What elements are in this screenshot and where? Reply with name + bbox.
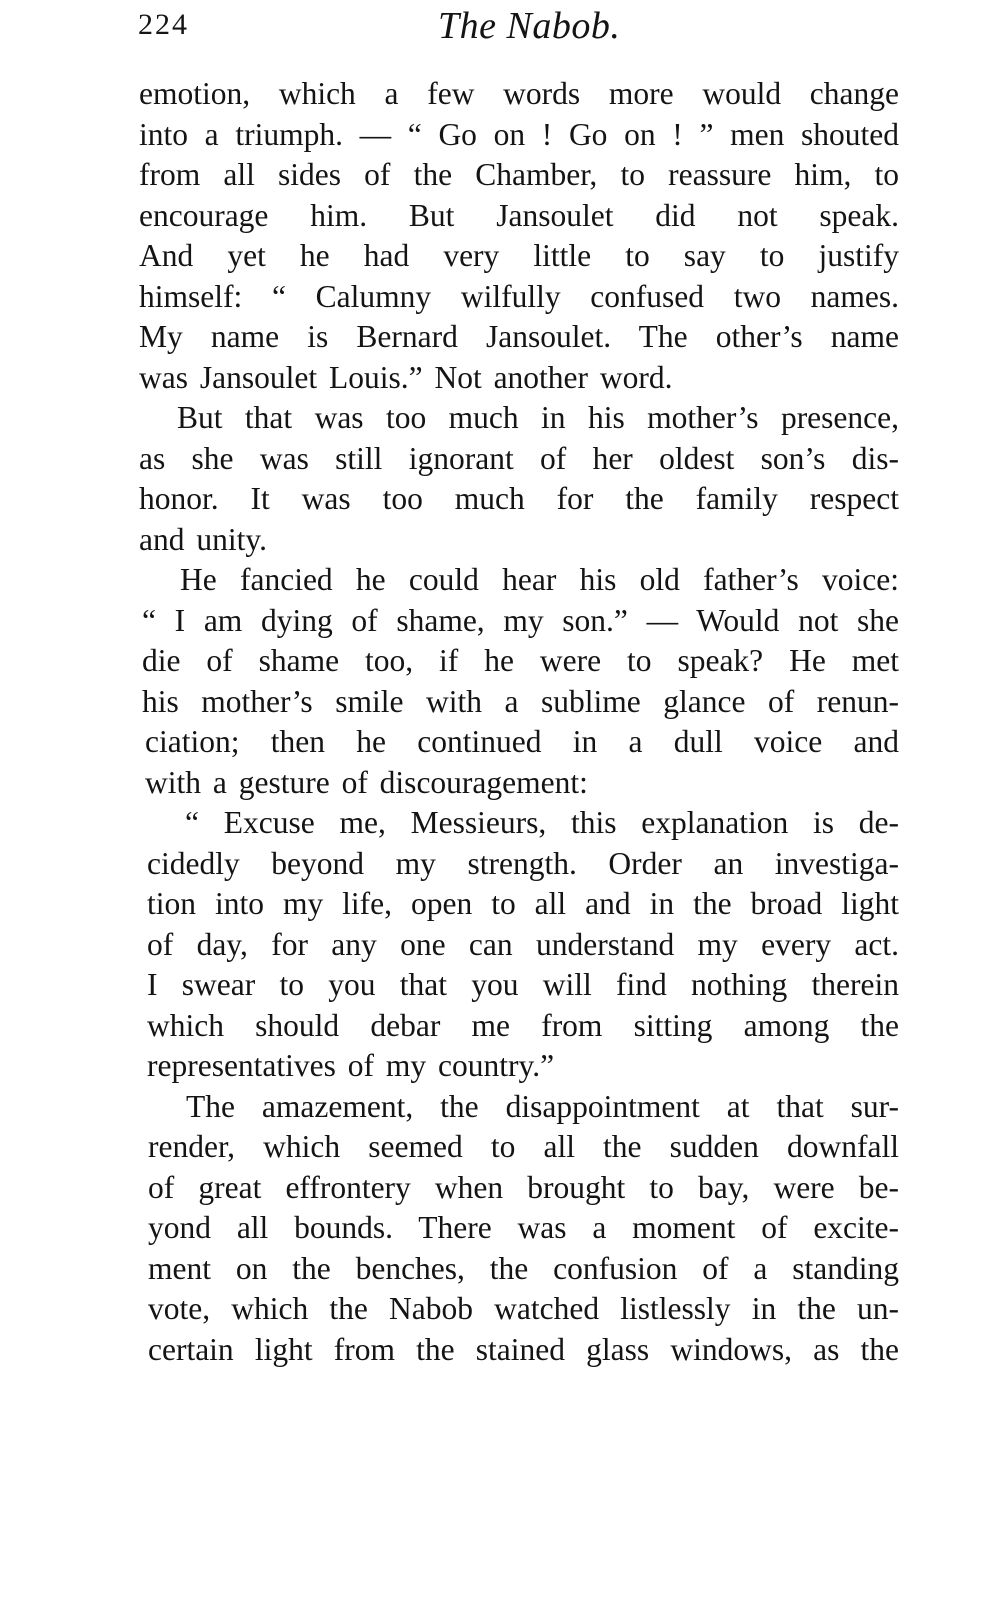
text-line: tion into my life, open to all and in the broad light — [147, 886, 899, 921]
paragraph-start-line: The amazement, the disappointment at that sur- — [186, 1088, 899, 1124]
text-line: as she was still ignorant of her oldest son’s dis- — [139, 440, 899, 476]
text-line: And yet he had very little to say to justify — [139, 238, 899, 273]
text-line: vote, which the Nabob watched listlessly in the un- — [148, 1291, 899, 1326]
text-line: yond all bounds. There was a moment of excite- — [148, 1210, 899, 1245]
text-line: was Jansoulet Louis.” Not another word. — [139, 359, 673, 395]
paragraph-start-line: “ Excuse me, Messieurs, this explanation is de- — [185, 805, 899, 840]
paragraph-start-line: But that was too much in his mother’s presence, — [177, 400, 899, 435]
text-line: My name is Bernard Jansoulet. The other’s name — [139, 319, 899, 354]
text-line: die of shame too, if he were to speak? He met — [142, 643, 899, 678]
text-line: himself: “ Calumny wilfully confused two names. — [139, 278, 899, 314]
text-line: cidedly beyond my strength. Order an investiga- — [147, 845, 899, 881]
text-line: into a triumph. — “ Go on ! Go on ! ” men shouted — [139, 116, 899, 152]
body-text — [139, 74, 899, 1370]
text-line: of day, for any one can understand my every act. — [147, 926, 899, 962]
running-title: The Nabob. — [438, 5, 621, 47]
text-line: and unity. — [139, 521, 267, 557]
paragraph-start-line: He fancied he could hear his old father’s voice: — [180, 562, 899, 597]
text-line: ment on the benches, the confusion of a standing — [148, 1250, 899, 1286]
text-line: his mother’s smile with a sublime glance of renun- — [142, 683, 899, 719]
text-line: encourage him. But Jansoulet did not speak. — [139, 197, 899, 233]
text-line: render, which seemed to all the sudden downfall — [148, 1129, 899, 1164]
text-line: ciation; then he continued in a dull voice and — [145, 724, 899, 759]
text-line: “ I am dying of shame, my son.” — Would not she — [142, 602, 899, 638]
text-line: certain light from the stained glass windows, as the — [148, 1331, 899, 1367]
text-line: I swear to you that you will find nothing therein — [147, 967, 899, 1002]
text-line: which should debar me from sitting among the — [147, 1007, 899, 1043]
text-line: of great effrontery when brought to bay, were be- — [148, 1169, 899, 1205]
page-number: 224 — [138, 8, 189, 41]
text-line: emotion, which a few words more would change — [139, 76, 899, 111]
text-line: representatives of my country.” — [147, 1048, 555, 1083]
text-line: honor. It was too much for the family respect — [139, 481, 899, 516]
text-line: with a gesture of discouragement: — [145, 764, 588, 800]
running-head — [138, 4, 958, 50]
text-line: from all sides of the Chamber, to reassure him, to — [139, 157, 899, 192]
